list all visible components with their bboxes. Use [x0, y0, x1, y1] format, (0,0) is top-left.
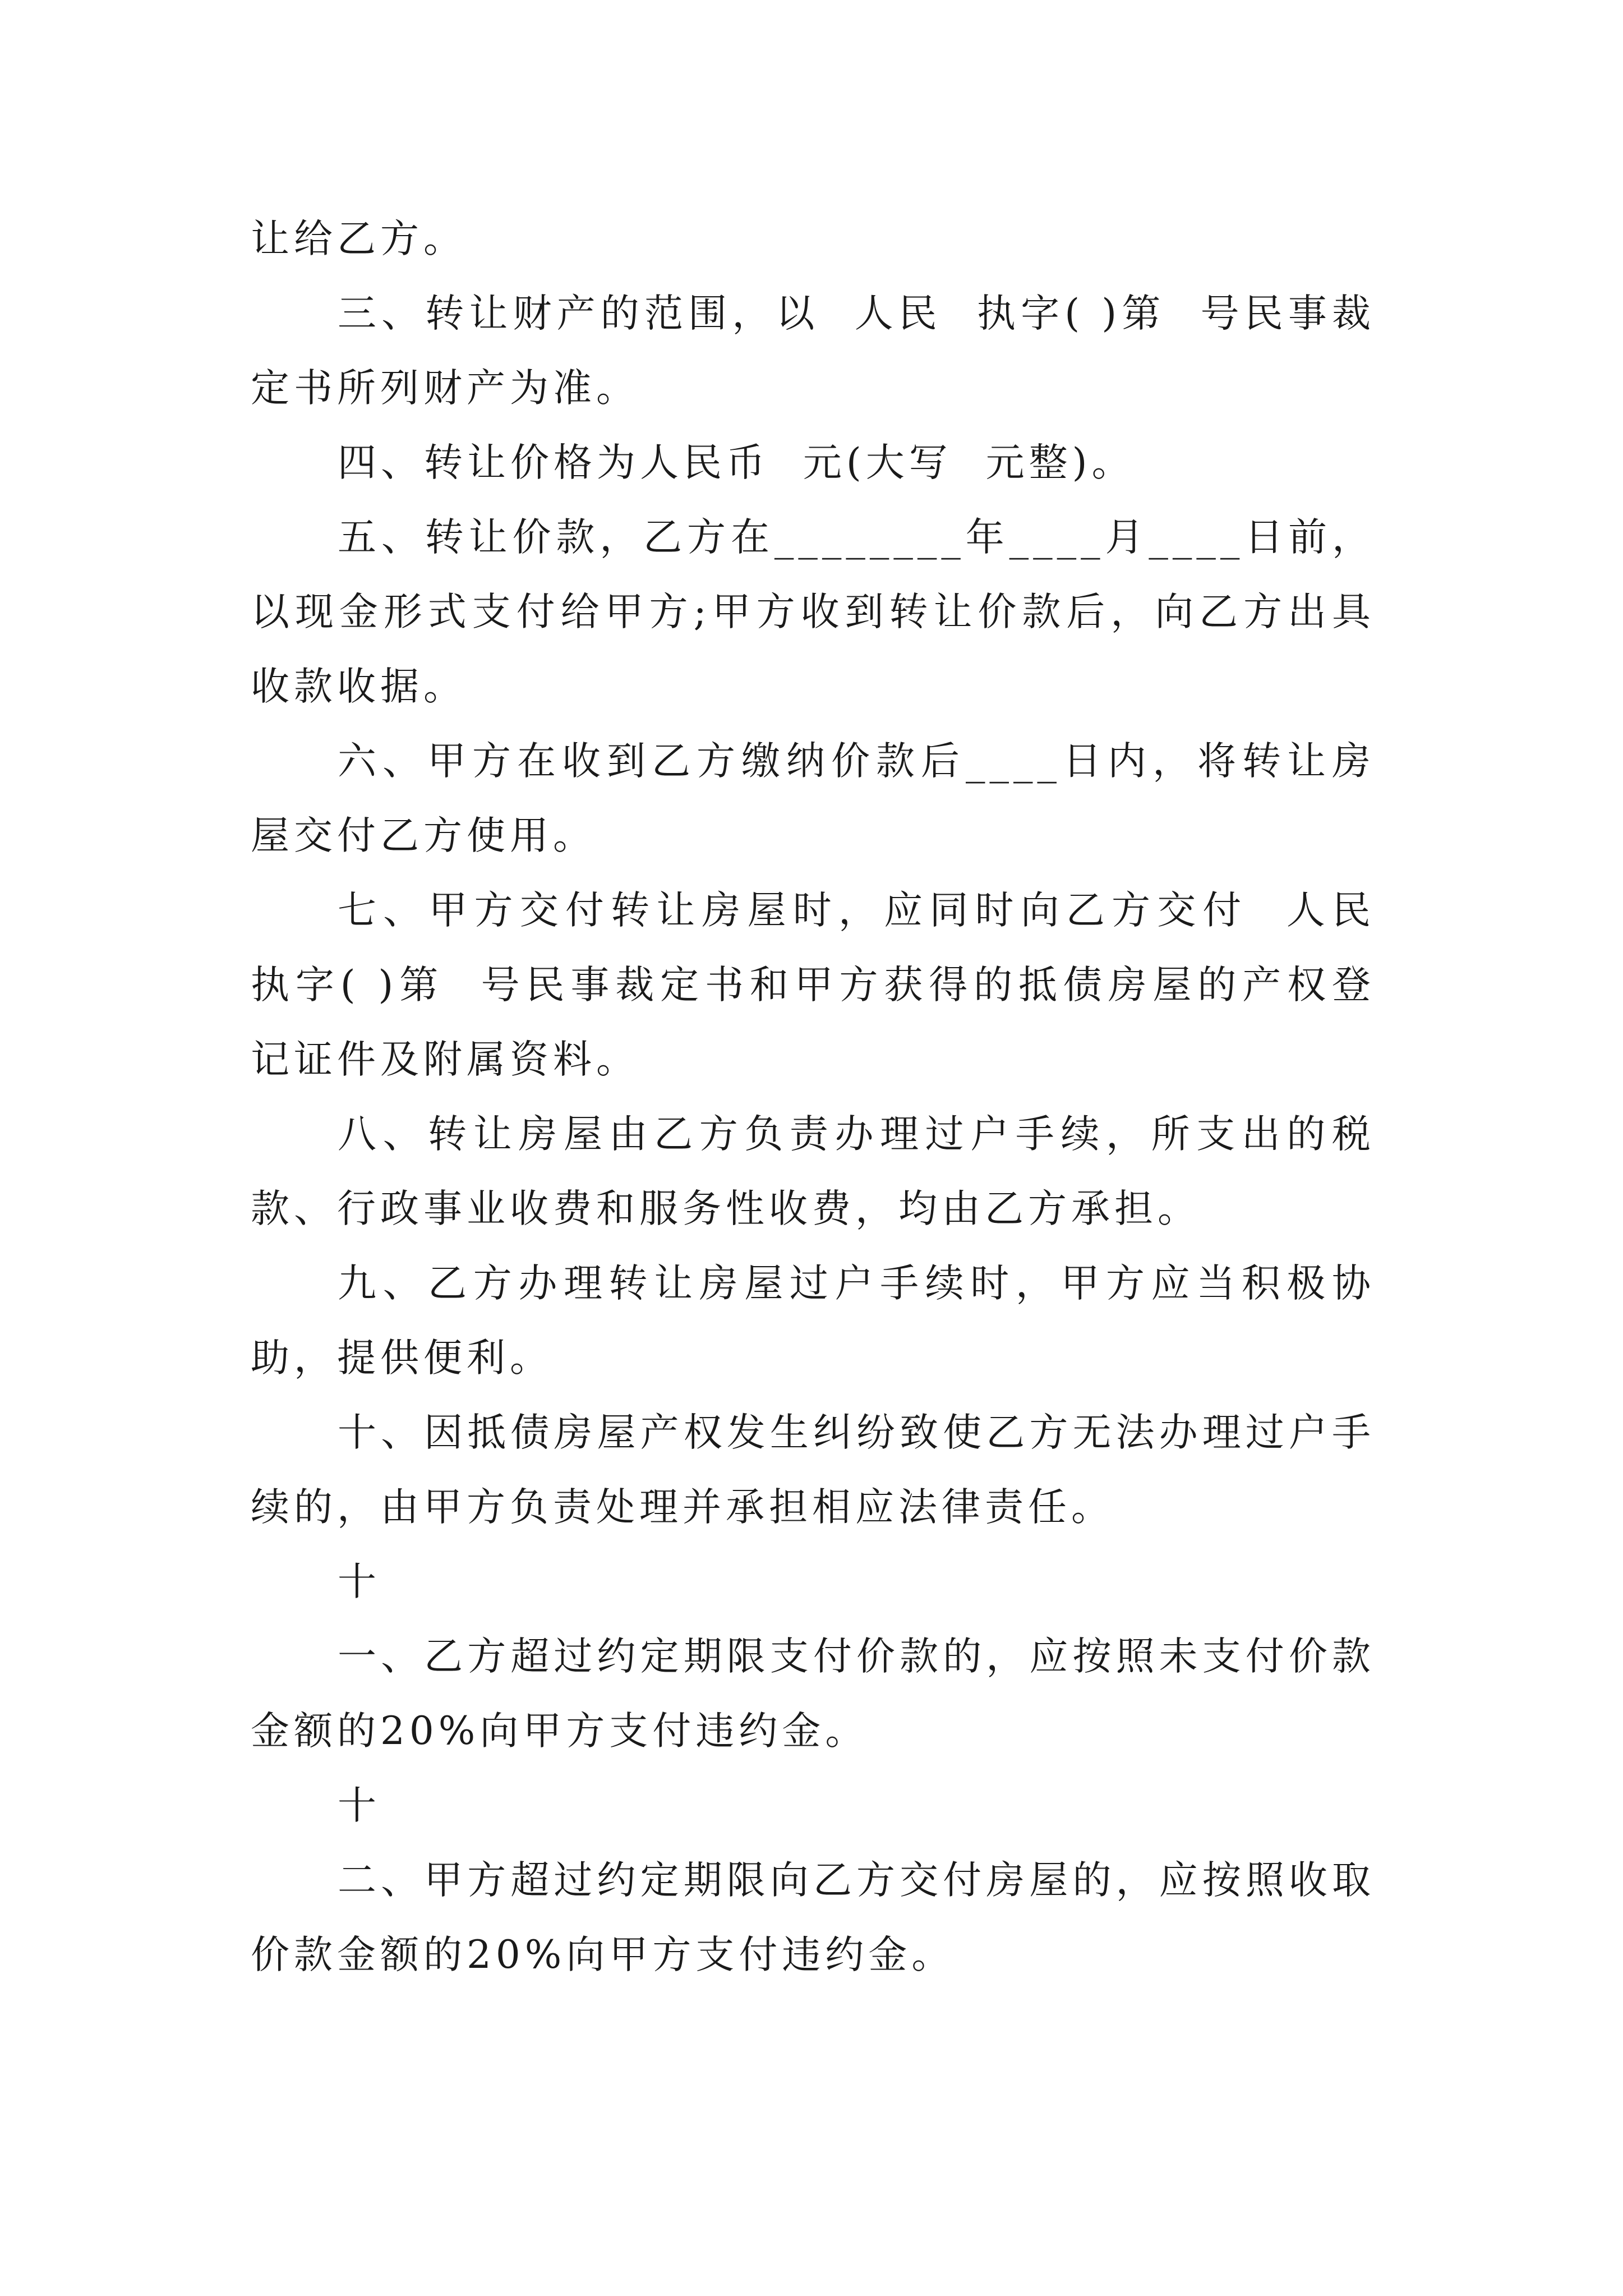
- paragraph-clause-11: 一、乙方超过约定期限支付价款的，应按照未支付价款金额的20%向甲方支付违约金。: [251, 1634, 1375, 1754]
- paragraph-clause-4: 四、转让价格为人民币 元(大写 元整)。: [338, 440, 1135, 485]
- paragraph-clause-12-number: 十: [338, 1783, 381, 1828]
- paragraph-clause-6: 六、甲方在收到乙方缴纳价款后____日内，将转让房屋交付乙方使用。: [251, 739, 1375, 858]
- paragraph-continuation: 让给乙方。: [251, 217, 467, 261]
- paragraph-clause-7: 七、甲方交付转让房屋时，应同时向乙方交付 人民 执字( )第 号民事裁定书和甲方获得的抵债房屋的产权登记证件及附属资料。: [251, 888, 1409, 1082]
- paragraph-clause-10: 十、因抵债房屋产权发生纠纷致使乙方无法办理过户手续的，由甲方负责处理并承担相应法律责任。: [251, 1410, 1375, 1530]
- paragraph-clause-12: 二、甲方超过约定期限向乙方交付房屋的，应按照收取价款金额的20%向甲方支付违约金。: [251, 1858, 1375, 1977]
- paragraph-clause-11-number: 十: [338, 1559, 381, 1604]
- paragraph-clause-8: 八、转让房屋由乙方负责办理过户手续，所支出的税款、行政事业收费和服务性收费，均由乙方承担。: [251, 1112, 1375, 1231]
- paragraph-clause-5: 五、转让价款，乙方在________年____月____日前，以现金形式支付给甲方;甲方收到转让价款后，向乙方出具收款收据。: [251, 515, 1375, 709]
- paragraph-clause-3: 三、转让财产的范围，以 人民 执字( )第 号民事裁定书所列财产为准。: [251, 291, 1375, 411]
- paragraph-clause-9: 九、乙方办理转让房屋过户手续时，甲方应当积极协助，提供便利。: [251, 1261, 1375, 1381]
- document-body: [251, 202, 1409, 1993]
